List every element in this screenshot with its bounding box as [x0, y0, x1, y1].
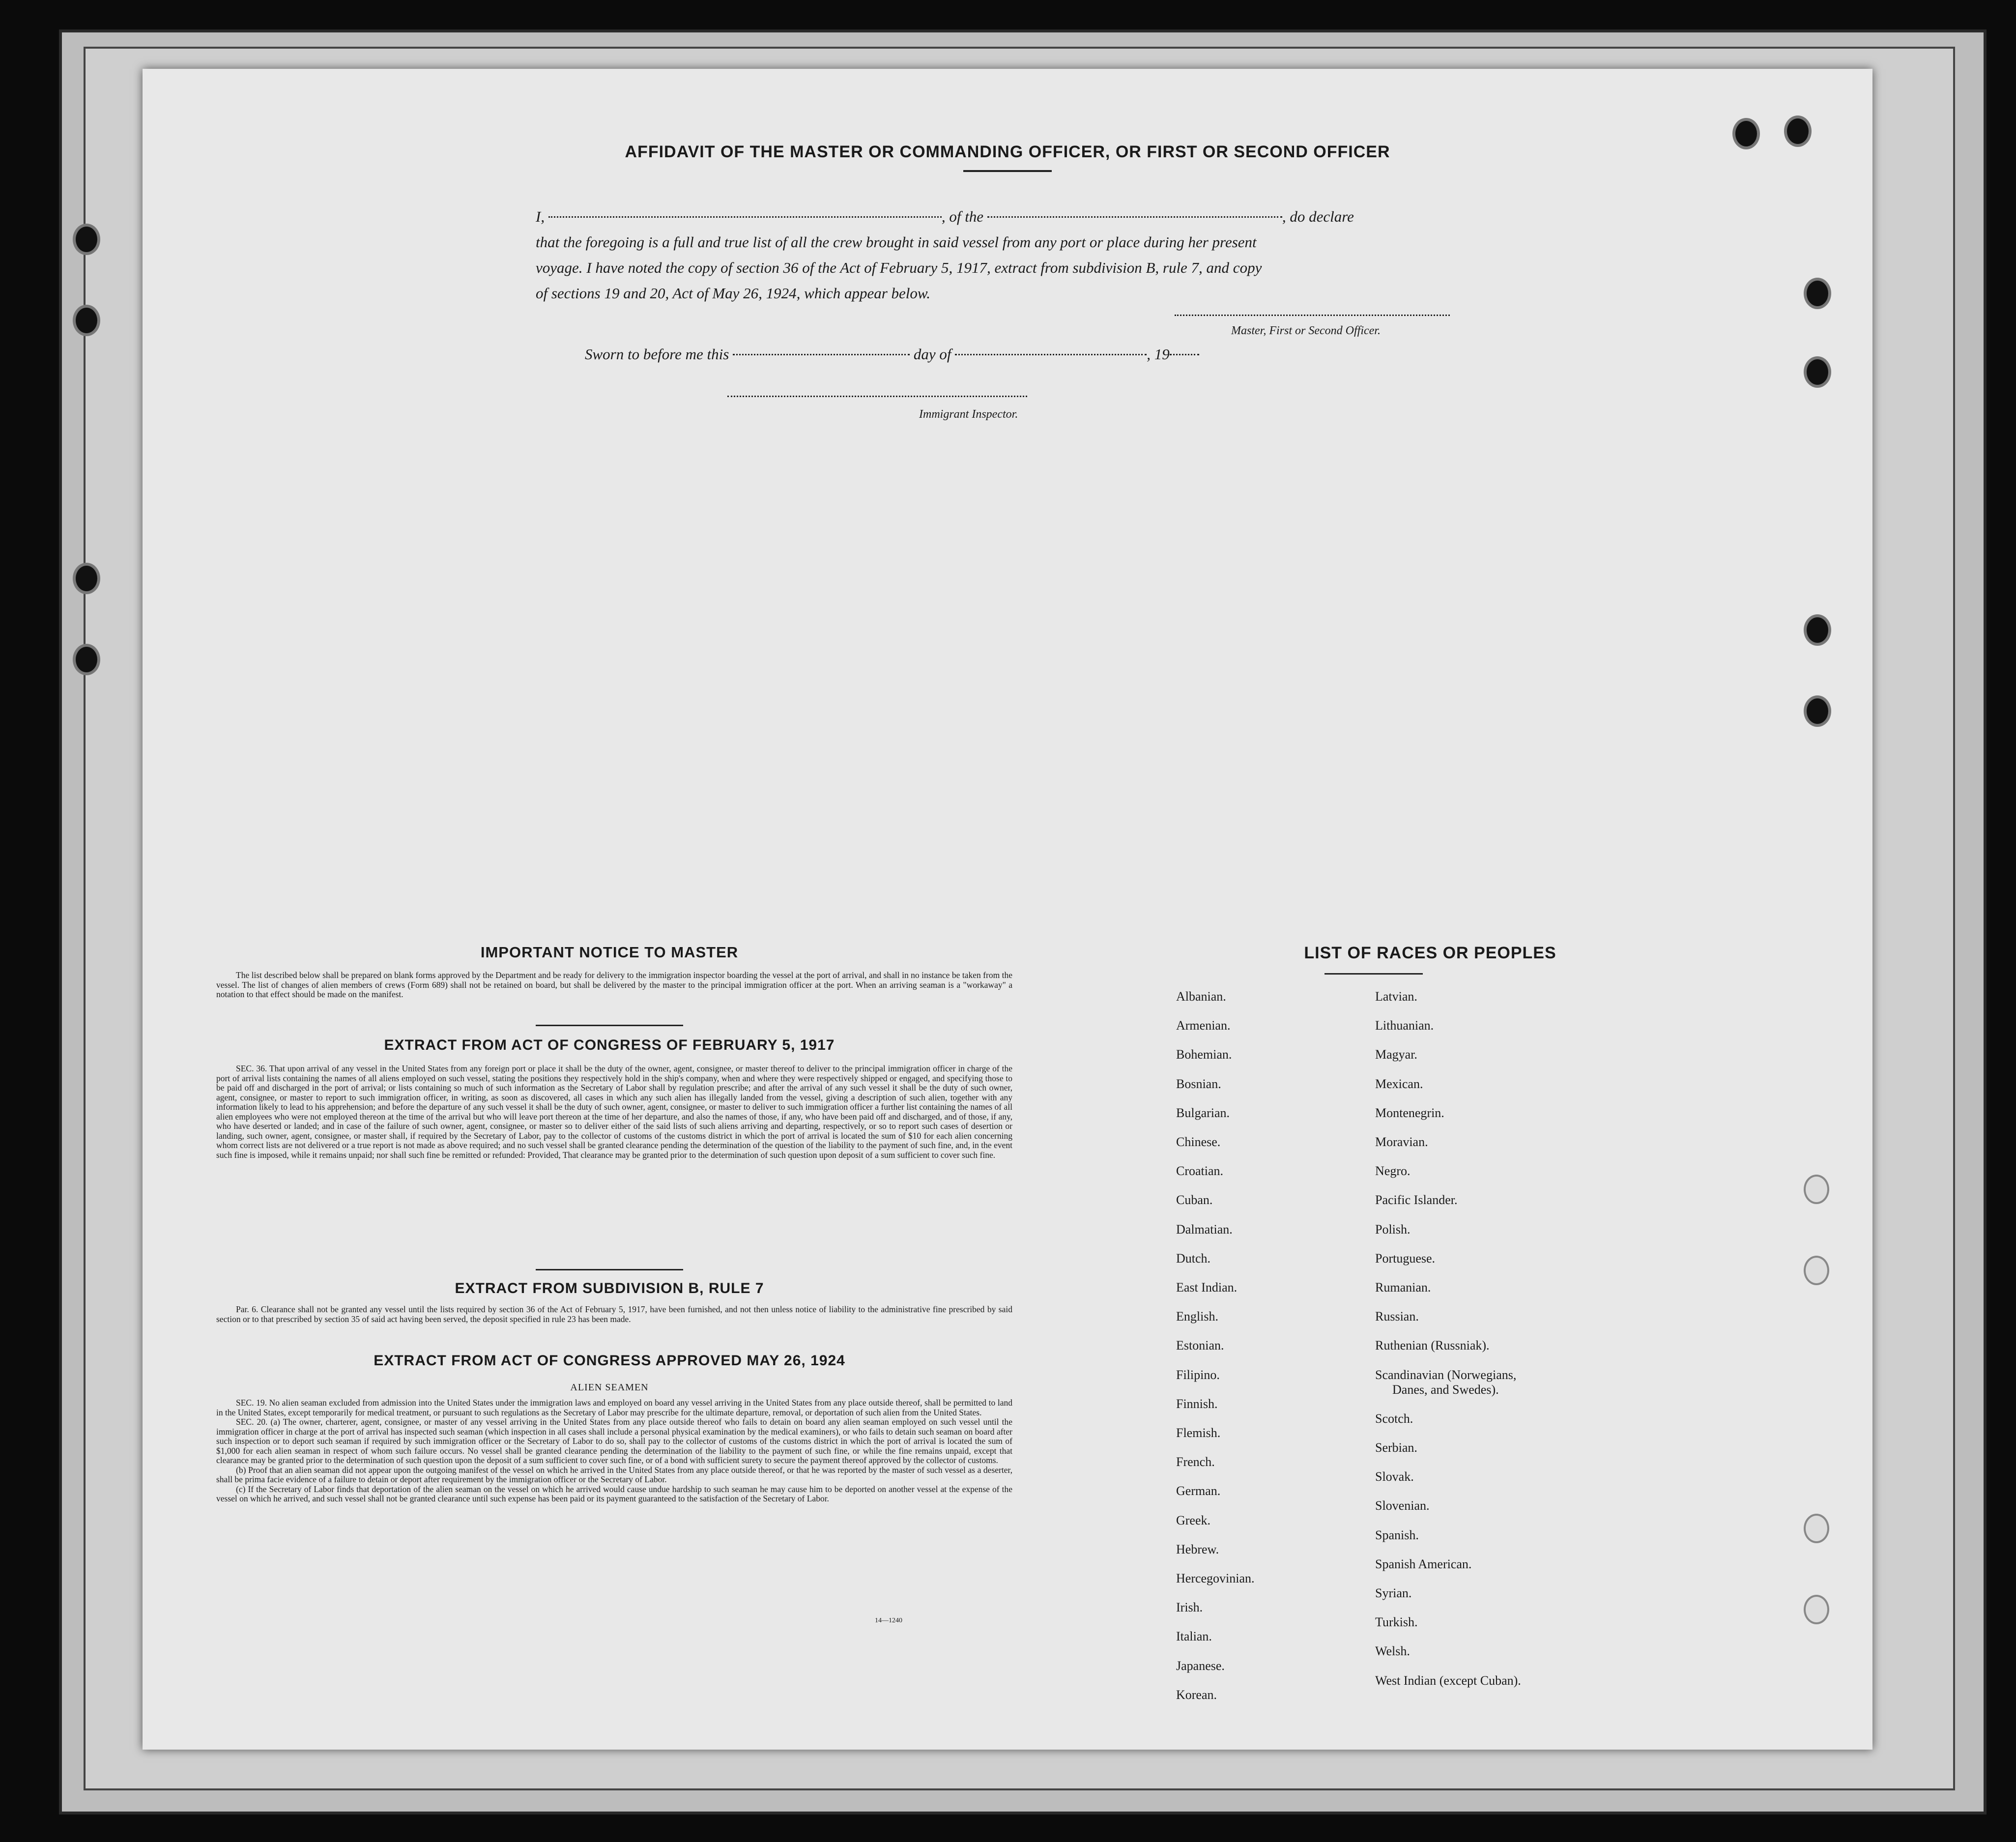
extract-1917-title: EXTRACT FROM ACT OF CONGRESS OF FEBRUARY 5, 1917 — [384, 1037, 835, 1053]
race-right-item: Slovenian. — [1375, 1498, 1430, 1513]
section-20c-text: (c) If the Secretary of Labor finds that deportation of the alien seaman on the vessel on which he arrived would cause undue hardship to such seaman he may cause him to be deported on another vessel at the expense of the vessel on which he arrived, and such vessel shall not be granted clearance until such expense has been paid or its payment guaranteed to the satisfaction of the Secretary of Labor. — [216, 1484, 1012, 1503]
race-right-item: Portuguese. — [1375, 1251, 1436, 1266]
race-right-item: Ruthenian (Russniak). — [1375, 1338, 1490, 1353]
declarant-label: I, — [536, 208, 545, 225]
race-left-item: Dalmatian. — [1176, 1222, 1233, 1237]
extract-1917-divider — [536, 1269, 683, 1270]
race-right-item: Mexican. — [1375, 1076, 1423, 1091]
year-prefix-label: , 19 — [1147, 345, 1170, 363]
race-left-item: Chinese. — [1176, 1135, 1221, 1149]
race-left-item: Flemish. — [1176, 1426, 1221, 1440]
vessel-label: , of the — [941, 208, 984, 225]
race-left-item: Albanian. — [1176, 989, 1226, 1004]
race-left-item: German. — [1176, 1484, 1221, 1498]
race-right-item: Latvian. — [1375, 989, 1417, 1004]
title-divider — [963, 170, 1052, 172]
race-left-item: English. — [1176, 1309, 1218, 1324]
section-36-text: SEC. 36. That upon arrival of any vessel in the United States from any foreign port or place it shall be the duty of the owner, agent, consignee, or master thereof to deliver to the principal immigration officer in charge of the port of arrival lists containing the names of all aliens employed on such vessel, stating the positions they respectively hold in the ship's company, when and where they were respectively shipped or engaged, and specifying those to be paid off and discharged in the port of arrival; or lists containing so much of such information as the Secretary of Labor shall by regulation prescribe; and after the arrival of any such vessel it shall be the duty of such owner, agent, consignee, or master to report to such immigration officer, in writing, as soon as discovered, all cases in which any such alien has illegally landed from the vessel, giving a description of such alien, together with any information likely to lead to his apprehension; and before the departure of any such vessel it shall be the duty of such owner, agent, consignee, or master to deliver to such immigration officer a further list containing the names of all alien employees who were not employed thereon at the time of the arrival but who will leave port thereon at the time of her departure, and also the names of those, if any, who have been paid off and discharged, and of those, if any, who have deserted or landed; and in case of the failure of such owner, agent, consignee, or master so to deliver either of the said lists of such aliens arriving and departing, respectively, or so to report such cases of desertion or landing, such owner, agent, consignee, or master shall, if required by the Secretary of Labor, pay to the collector of customs of the customs district in which the port of arrival is located the sum of $10 for each alien concerning whom correct lists are not delivered or a true report is not made as above required; and no such vessel shall be granted clearance pending the determination of the question of the liability to the payment of such fine, and, in the event such fine is imposed, while it remains unpaid; nor shall such fine be remitted or refunded: Provided, That clearance may be granted prior to the determination of such question upon deposit of a sum sufficient to cover such fine. — [216, 1064, 1012, 1160]
race-left-item: Finnish. — [1176, 1396, 1218, 1411]
document-page — [143, 69, 1872, 1750]
punch-hole-left-1 — [73, 224, 100, 255]
declare-label: , do declare — [1282, 208, 1354, 225]
race-left-item: Korean. — [1176, 1687, 1217, 1702]
master-signature-line[interactable] — [1175, 315, 1450, 316]
race-right-item: Turkish. — [1375, 1615, 1418, 1630]
punch-hole-right-4 — [1804, 695, 1831, 727]
affidavit-title: AFFIDAVIT OF THE MASTER OR COMMANDING OFFICER, OR FIRST OR SECOND OFFICER — [625, 143, 1390, 161]
punch-hole-right-7 — [1804, 1514, 1829, 1543]
race-right-item: Lithuanian. — [1375, 1018, 1434, 1033]
notice-divider — [536, 1025, 683, 1026]
race-left-item: Bulgarian. — [1176, 1105, 1230, 1120]
punch-hole-left-2 — [73, 305, 100, 336]
form-number: 14—1240 — [875, 1617, 902, 1624]
sworn-line — [585, 342, 1273, 367]
affidavit-line-4: of sections 19 and 20, Act of May 26, 1924, which appear below. — [536, 285, 931, 302]
race-left-item: Estonian. — [1176, 1338, 1224, 1353]
day-of-label: day of — [913, 345, 951, 363]
race-left-item: Cuban. — [1176, 1193, 1213, 1208]
race-right-item: Rumanian. — [1375, 1280, 1431, 1295]
race-left-item: Bohemian. — [1176, 1047, 1232, 1062]
race-right-item: Spanish American. — [1375, 1556, 1472, 1571]
race-left-item: East Indian. — [1176, 1280, 1238, 1295]
punch-hole-right-6 — [1804, 1256, 1829, 1285]
race-left-item: Hercegovinian. — [1176, 1571, 1255, 1585]
subdivision-b-body — [216, 1305, 1012, 1324]
extract-1917-body — [216, 1064, 1012, 1160]
race-right-item: Negro. — [1375, 1164, 1411, 1179]
race-left-item: Greek. — [1176, 1513, 1211, 1527]
notice-title: IMPORTANT NOTICE TO MASTER — [480, 944, 739, 961]
race-right-item: Syrian. — [1375, 1586, 1412, 1600]
punch-hole-right-1 — [1804, 278, 1831, 309]
punch-hole-right-2 — [1804, 356, 1831, 388]
race-right-item: Montenegrin. — [1375, 1105, 1444, 1120]
extract-1924-body — [216, 1398, 1012, 1504]
race-left-item: Filipino. — [1176, 1367, 1220, 1382]
race-left-item: French. — [1176, 1455, 1215, 1469]
race-right-item: West Indian (except Cuban). — [1375, 1673, 1521, 1688]
paragraph-6-text: Par. 6. Clearance shall not be granted any vessel until the lists required by section 36 of the Act of February 5, 1917, have been furnished, and not then unless notice of liability to the administrative fine prescribed by said section or to that prescribed by section 35 of said act having been served, the deposit specified in rule 23 has been made. — [216, 1304, 1012, 1324]
subdivision-b-title: EXTRACT FROM SUBDIVISION B, RULE 7 — [455, 1280, 764, 1296]
punch-hole-right-3 — [1804, 614, 1831, 646]
extract-1924-title: EXTRACT FROM ACT OF CONGRESS APPROVED MAY 26, 1924 — [374, 1353, 845, 1369]
affidavit-line-1 — [536, 204, 1484, 230]
race-right-item: Serbian. — [1375, 1440, 1417, 1455]
section-19-text: SEC. 19. No alien seaman excluded from admission into the United States under the immigration laws and employed on board any vessel arriving in the United States from any place outside thereof, shall be permitted to land in the United States, except temporarily for medical treatment, or pursuant to such regulations as the Secretary of Labor may prescribe for the ultimate departure, removal, or deportation of such alien from the United States. — [216, 1398, 1012, 1417]
notice-body — [216, 971, 1012, 1000]
race-left-item: Croatian. — [1176, 1164, 1224, 1179]
punch-hole-left-3 — [73, 563, 100, 594]
declarant-name-field[interactable] — [548, 216, 942, 218]
punch-hole-left-4 — [73, 644, 100, 675]
master-signature-label: Master, First or Second Officer. — [1231, 324, 1381, 337]
section-20b-text: (b) Proof that an alien seaman did not appear upon the outgoing manifest of the vessel on which he arrived in the United States from any place outside thereof, or that he was reported by the master of such vessel as a deserter, shall be prima facie evidence of a failure to detain or deport after requirement by the immigration officer or the Secretary of Labor. — [216, 1465, 1012, 1484]
race-right-item: Moravian. — [1375, 1135, 1428, 1149]
race-right-item: Pacific Islander. — [1375, 1193, 1458, 1208]
races-title: LIST OF RACES OR PEOPLES — [1304, 944, 1556, 962]
section-20a-text: SEC. 20. (a) The owner, charterer, agent, consignee, or master of any vessel arriving in the United States from any place outside thereof who fails to detain on board any alien seaman employed on such vessel until the immigration officer in charge at the port of arrival has inspected such seaman (which inspection in all cases shall include a personal physical examination by the medical examiners), or who fails to detain such seaman on board after such inspection or to deport such seaman if required by such immigration officer or the Secretary of Labor to do so, shall pay to the collector of customs of the customs district in which the port of arrival is located the sum of $1,000 for each alien seaman in respect of whom such failure occurs. No vessel shall be granted clearance pending the determination of the liability to the payment of such fine, or while the fine remains unpaid, except that clearance may be granted prior to the determination of such question upon the deposit of a sum sufficient to cover such fine, or of a bond with sufficient surety to secure the payment thereof approved by the collector of customs. — [216, 1417, 1012, 1465]
race-left-item: Japanese. — [1176, 1658, 1225, 1673]
notice-paragraph: The list described below shall be prepared on blank forms approved by the Department and be ready for delivery to the immigration inspector boarding the vessel at the port of arrival, and shall in no instance be taken from the vessel. The list of changes of alien members of crews (Form 689) shall not be retained on board, but shall be delivered by the master to the principal immigration officer at the port. When an arriving seaman is a "workaway" a notation to that effect should be made on the manifest. — [216, 970, 1012, 999]
inspector-signature-label: Immigrant Inspector. — [919, 408, 1018, 421]
race-right-item: Russian. — [1375, 1309, 1419, 1324]
race-right-item: Scotch. — [1375, 1411, 1413, 1426]
race-right-item: Welsh. — [1375, 1644, 1410, 1659]
sworn-year-field[interactable] — [1170, 354, 1199, 355]
race-left-item: Italian. — [1176, 1629, 1212, 1644]
sworn-month-field[interactable] — [955, 354, 1147, 355]
alien-seamen-subtitle: ALIEN SEAMEN — [570, 1382, 649, 1393]
affidavit-line-3: voyage. I have noted the copy of section 36 of the Act of February 5, 1917, extract from subdivision B, rule 7, and copy — [536, 259, 1262, 276]
races-divider — [1325, 973, 1423, 975]
race-right-item: Polish. — [1375, 1222, 1411, 1237]
race-right-item: Spanish. — [1375, 1527, 1419, 1542]
sworn-label: Sworn to before me this — [585, 345, 729, 363]
punch-hole-right-8 — [1804, 1595, 1829, 1624]
race-left-item: Bosnian. — [1176, 1076, 1221, 1091]
race-right-item: Scandinavian (Norwegians, — [1375, 1367, 1517, 1382]
inspector-signature-line[interactable] — [727, 396, 1027, 397]
sworn-day-field[interactable] — [733, 354, 910, 355]
race-right-item: Slovak. — [1375, 1469, 1414, 1484]
vessel-name-field[interactable] — [987, 216, 1282, 218]
punch-hole-right-5 — [1804, 1175, 1829, 1204]
race-right-item: Danes, and Swedes). — [1392, 1382, 1499, 1397]
affidavit-line-2: that the foregoing is a full and true list of all the crew brought in said vessel from any port or place during her present — [536, 233, 1257, 251]
race-left-item: Armenian. — [1176, 1018, 1231, 1033]
race-left-item: Hebrew. — [1176, 1542, 1219, 1556]
race-left-item: Dutch. — [1176, 1251, 1211, 1266]
race-left-item: Irish. — [1176, 1600, 1203, 1615]
race-right-item: Magyar. — [1375, 1047, 1417, 1062]
